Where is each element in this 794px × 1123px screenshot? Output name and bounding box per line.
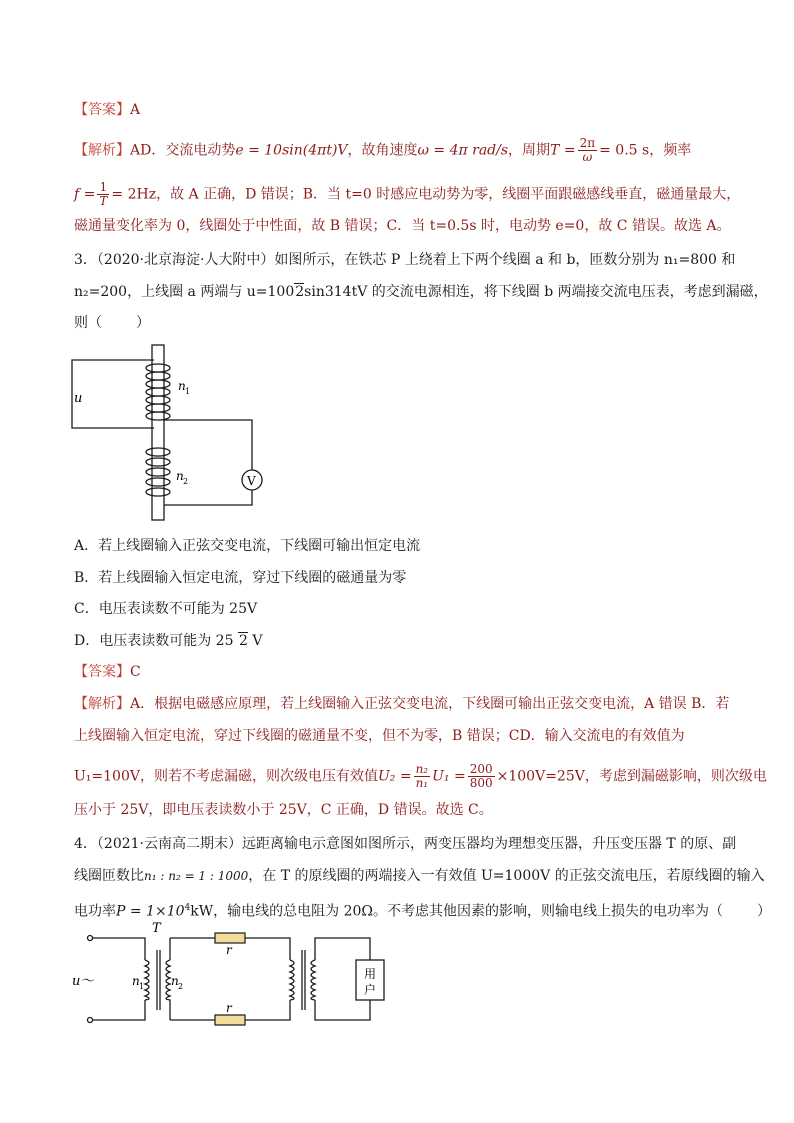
answer-tag: 【答案】	[74, 664, 130, 680]
q4-stem-line1: 4．（2021·云南高二期末）远距离输电示意图如图所示，两变压器均为理想变压器，升压变压器 T 的原、副	[74, 836, 737, 852]
fraction-numerator: 1	[97, 181, 109, 195]
stem-text: 则（	[74, 315, 102, 331]
q2-answer-line	[74, 100, 140, 120]
resistor-bottom	[215, 1015, 245, 1025]
fraction	[414, 763, 431, 790]
stem-text: ）	[136, 315, 150, 331]
analysis-text: AD．交流电动势	[130, 142, 236, 159]
analysis-text: A．根据电磁感应原理，若上线圈输入正弦交变电流，下线圈可输出正弦交变电流，A 错误 B．若	[130, 696, 730, 712]
analysis-tag: 【解析】	[74, 696, 130, 712]
resistor-top	[215, 933, 245, 943]
label-n2-sub: 2	[178, 982, 184, 991]
option-unit: V	[252, 633, 263, 649]
q4-stem-line2	[74, 866, 765, 886]
analysis-tag: 【解析】	[74, 142, 130, 159]
voltmeter-label: V	[247, 474, 256, 488]
formula: T =	[550, 142, 576, 159]
q3-option-b: B．若上线圈输入恒定电流，穿过下线圈的磁通量为零	[74, 570, 407, 586]
q3-coil-figure	[70, 340, 270, 525]
q2-analysis-line2	[74, 181, 740, 208]
q3-option-a: A．若上线圈输入正弦交变电流，下线圈可输出恒定电流	[74, 538, 421, 554]
formula: n₁ : n₂ = 1 : 1000	[144, 869, 249, 883]
transformer1-primary	[145, 960, 149, 1000]
fraction	[578, 137, 598, 164]
sqrt: 2	[295, 284, 305, 300]
stem-text: ）	[757, 903, 771, 920]
q3-stem-line2	[74, 282, 768, 302]
fraction-numerator: 200	[469, 762, 493, 776]
q3-answer-line	[74, 662, 141, 682]
q3-analysis-line2: 上线圈输入恒定电流，穿过下线圈的磁通量不变，但不为零，B 错误；CD．输入交流电的有效值为	[74, 728, 685, 744]
fraction-denominator: ω	[582, 150, 593, 164]
formula: U₂ =	[377, 768, 412, 785]
fraction-numerator: n₂	[415, 762, 429, 776]
formula: = 2Hz	[111, 186, 157, 203]
analysis-text: ，故 A 正确，D 错误；B．当 t=0 时感应电动势为零，线圈平面跟磁感线垂直，磁通量最大，	[156, 186, 741, 203]
q2-analysis-line1	[74, 137, 691, 164]
label-n1: n	[132, 974, 140, 988]
upper-coil	[146, 364, 170, 420]
stem-text: n₂=200，上线圈 a 两端与 u=100	[74, 284, 295, 300]
exponent: 4	[184, 903, 191, 913]
stem-text: ，输电线的总电阻为 20Ω。不考虑其他因素的影响，则输电线上损失的电功率为（	[213, 903, 723, 920]
label-n2-sub: 2	[183, 477, 189, 486]
label-n2: n	[176, 469, 184, 483]
label-user-2: 户	[363, 983, 377, 997]
label-n1: n	[178, 379, 186, 393]
option-text: D．电压表读数可能为 25	[74, 633, 234, 649]
label-n2: n	[171, 974, 179, 988]
formula: e = 10sin(4πt)V	[235, 142, 348, 159]
q3-stem-line1: 3．（2020·北京海淀·人大附中）如图所示，在铁芯 P 上绕着上下两个线圈 a 和 b，匝数分别为 n₁=800 和	[74, 252, 736, 268]
answer-tag: 【答案】	[74, 102, 130, 118]
transformer2-primary	[290, 960, 294, 1000]
label-u: u	[74, 391, 83, 406]
fraction	[97, 181, 109, 208]
analysis-text: ，频率	[649, 142, 692, 159]
q3-option-c: C．电压表读数不可能为 25V	[74, 601, 258, 617]
stem-text: 线圈匝数比	[74, 868, 144, 884]
analysis-text: ，故角速度	[347, 142, 418, 159]
q4-transmission-figure	[70, 920, 400, 1030]
q4-stem-line3	[74, 898, 771, 922]
fraction-denominator: n₁	[415, 776, 429, 790]
label-user-1: 用	[363, 967, 377, 981]
formula: ω = 4π rad/s	[417, 142, 509, 159]
q2-analysis-line3: 磁通量变化率为 0，线圈处于中性面，故 B 错误；C．当 t=0.5s 时，电动势 e=0，故 C 错误。故选 A。	[74, 218, 731, 234]
stem-text: 电功率	[74, 903, 116, 920]
stem-text: ，在 T 的原线圈的两端接入一有效值 U=1000V 的正弦交流电压，若原线圈的输入	[248, 868, 765, 884]
sqrt: 2	[238, 633, 248, 649]
label-n1-sub: 1	[139, 982, 145, 991]
label-r-top: r	[226, 943, 232, 957]
label-n1-sub: 1	[185, 387, 191, 396]
label-r-bottom: r	[226, 1001, 232, 1015]
transformer1-secondary	[166, 938, 170, 1020]
label-u: u～	[72, 974, 94, 989]
formula: f =	[74, 186, 96, 203]
lower-coil	[146, 448, 170, 496]
answer-value: A	[130, 102, 141, 118]
fraction-denominator: T	[99, 194, 108, 208]
fraction	[468, 763, 495, 790]
q3-analysis-line1	[74, 694, 729, 714]
transformer2-secondary	[311, 960, 315, 1000]
formula: P = 1×10	[116, 903, 185, 920]
formula: U₁ =	[432, 768, 466, 785]
q3-analysis-line4: 压小于 25V，即电压表读数小于 25V，C 正确，D 错误。故选 C。	[74, 802, 493, 818]
q3-option-d	[74, 631, 262, 651]
stem-text: sin314tV 的交流电源相连，将下线圈 b 两端接交流电压表，考虑到漏磁，	[304, 284, 768, 300]
fraction-numerator: 2π	[579, 136, 596, 150]
formula: = 0.5 s	[599, 142, 650, 159]
answer-value: C	[130, 664, 141, 680]
q3-stem-line3	[74, 313, 150, 333]
label-T: T	[152, 921, 161, 936]
analysis-text: U₁=100V，则若不考虑漏磁，则次级电压有效值	[74, 768, 378, 785]
formula: kW	[190, 903, 214, 920]
analysis-text: ×100V=25V，考虑到漏磁影响，则次级电	[496, 768, 767, 785]
fraction-denominator: 800	[469, 776, 493, 790]
q3-analysis-line3	[74, 763, 767, 790]
analysis-text: ，周期	[508, 142, 551, 159]
